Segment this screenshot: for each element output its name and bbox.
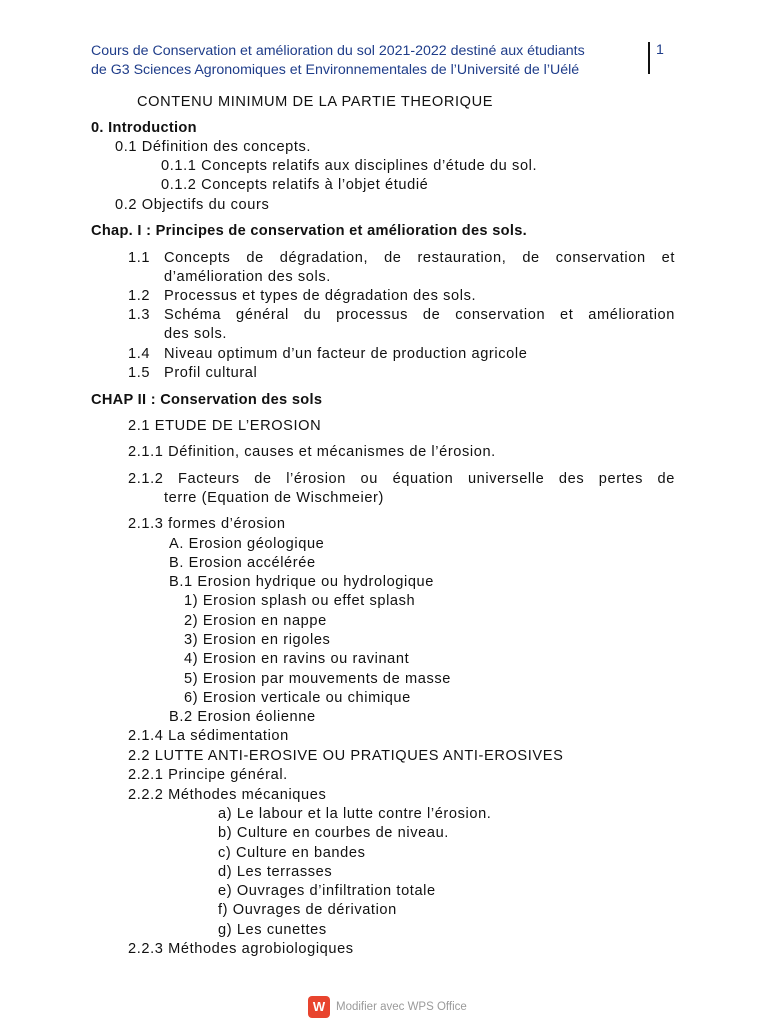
list-item: 2.1.1 Définition, causes et mécanismes de l’érosion. xyxy=(128,444,496,460)
list-item: 2.2.2 Méthodes mécaniques xyxy=(128,787,327,803)
list-item: 2.1 ETUDE DE L’EROSION xyxy=(128,418,322,434)
list-item: B.2 Erosion éolienne xyxy=(169,709,316,725)
list-item: 5) Erosion par mouvements de masse xyxy=(184,671,451,687)
list-item: e) Ouvrages d’infiltration totale xyxy=(218,883,436,899)
list-item: 1) Erosion splash ou effet splash xyxy=(184,593,416,609)
list-item: 4) Erosion en ravins ou ravinant xyxy=(184,651,410,667)
wps-watermark[interactable] xyxy=(308,996,467,1018)
list-item: 2) Erosion en nappe xyxy=(184,613,327,629)
list-item: 2.2.1 Principe général. xyxy=(128,767,288,783)
header-line-1: Cours de Conservation et amélioration du sol 2021-2022 destiné aux étudiants xyxy=(91,43,585,59)
list-item: a) Le labour et la lutte contre l’érosion. xyxy=(218,806,492,822)
list-item: 6) Erosion verticale ou chimique xyxy=(184,690,411,706)
section-heading-introduction: 0. Introduction xyxy=(91,120,197,136)
list-item: B.1 Erosion hydrique ou hydrologique xyxy=(169,574,434,590)
list-item: Niveau optimum d’un facteur de production agricole xyxy=(164,346,528,362)
list-item: g) Les cunettes xyxy=(218,922,327,938)
list-item-number: 1.5 xyxy=(128,365,151,381)
list-item: 2.2.3 Méthodes agrobiologiques xyxy=(128,941,354,957)
list-item: B. Erosion accélérée xyxy=(169,555,316,571)
header-divider xyxy=(648,42,650,74)
wps-edit-link[interactable]: Modifier avec WPS Office xyxy=(336,1001,467,1013)
list-item: 0.1.2 Concepts relatifs à l’objet étudié xyxy=(161,177,429,193)
list-item: 2.1.2 Facteurs de l’érosion ou équation universelle des pertes de xyxy=(128,471,675,487)
list-item-number: 1.4 xyxy=(128,346,151,362)
list-item: Processus et types de dégradation des sols. xyxy=(164,288,477,304)
list-item: 0.2 Objectifs du cours xyxy=(115,197,270,213)
wps-logo-icon: W xyxy=(308,996,330,1018)
list-item: 2.1.3 formes d’érosion xyxy=(128,516,286,532)
list-item: 2.1.4 La sédimentation xyxy=(128,728,289,744)
list-item: 0.1 Définition des concepts. xyxy=(115,139,312,155)
list-item: 2.2 LUTTE ANTI-EROSIVE OU PRATIQUES ANTI-EROSIVES xyxy=(128,748,564,764)
list-item: c) Culture en bandes xyxy=(218,845,366,861)
page-number: 1 xyxy=(656,42,664,58)
list-item-continuation: d’amélioration des sols. xyxy=(164,269,331,285)
list-item: Schéma général du processus de conservation et amélioration xyxy=(164,307,675,323)
chapter-heading-1: Chap. I : Principes de conservation et amélioration des sols. xyxy=(91,223,527,239)
list-item: f) Ouvrages de dérivation xyxy=(218,902,397,918)
list-item-continuation: des sols. xyxy=(164,326,227,342)
list-item-number: 1.2 xyxy=(128,288,151,304)
list-item: b) Culture en courbes de niveau. xyxy=(218,825,449,841)
header-line-2: de G3 Sciences Agronomiques et Environnementales de l’Université de l’Uélé xyxy=(91,62,580,78)
document-title: CONTENU MINIMUM DE LA PARTIE THEORIQUE xyxy=(137,94,494,110)
list-item: d) Les terrasses xyxy=(218,864,333,880)
list-item: Concepts de dégradation, de restauration, de conservation et xyxy=(164,250,675,266)
chapter-heading-2: CHAP II : Conservation des sols xyxy=(91,392,323,408)
list-item: A. Erosion géologique xyxy=(169,536,325,552)
list-item: Profil cultural xyxy=(164,365,258,381)
page-header xyxy=(91,42,639,80)
list-item: 3) Erosion en rigoles xyxy=(184,632,331,648)
list-item-continuation: terre (Equation de Wischmeier) xyxy=(164,490,384,506)
list-item-number: 1.1 xyxy=(128,250,151,266)
list-item: 0.1.1 Concepts relatifs aux disciplines d’étude du sol. xyxy=(161,158,538,174)
list-item-number: 1.3 xyxy=(128,307,151,323)
